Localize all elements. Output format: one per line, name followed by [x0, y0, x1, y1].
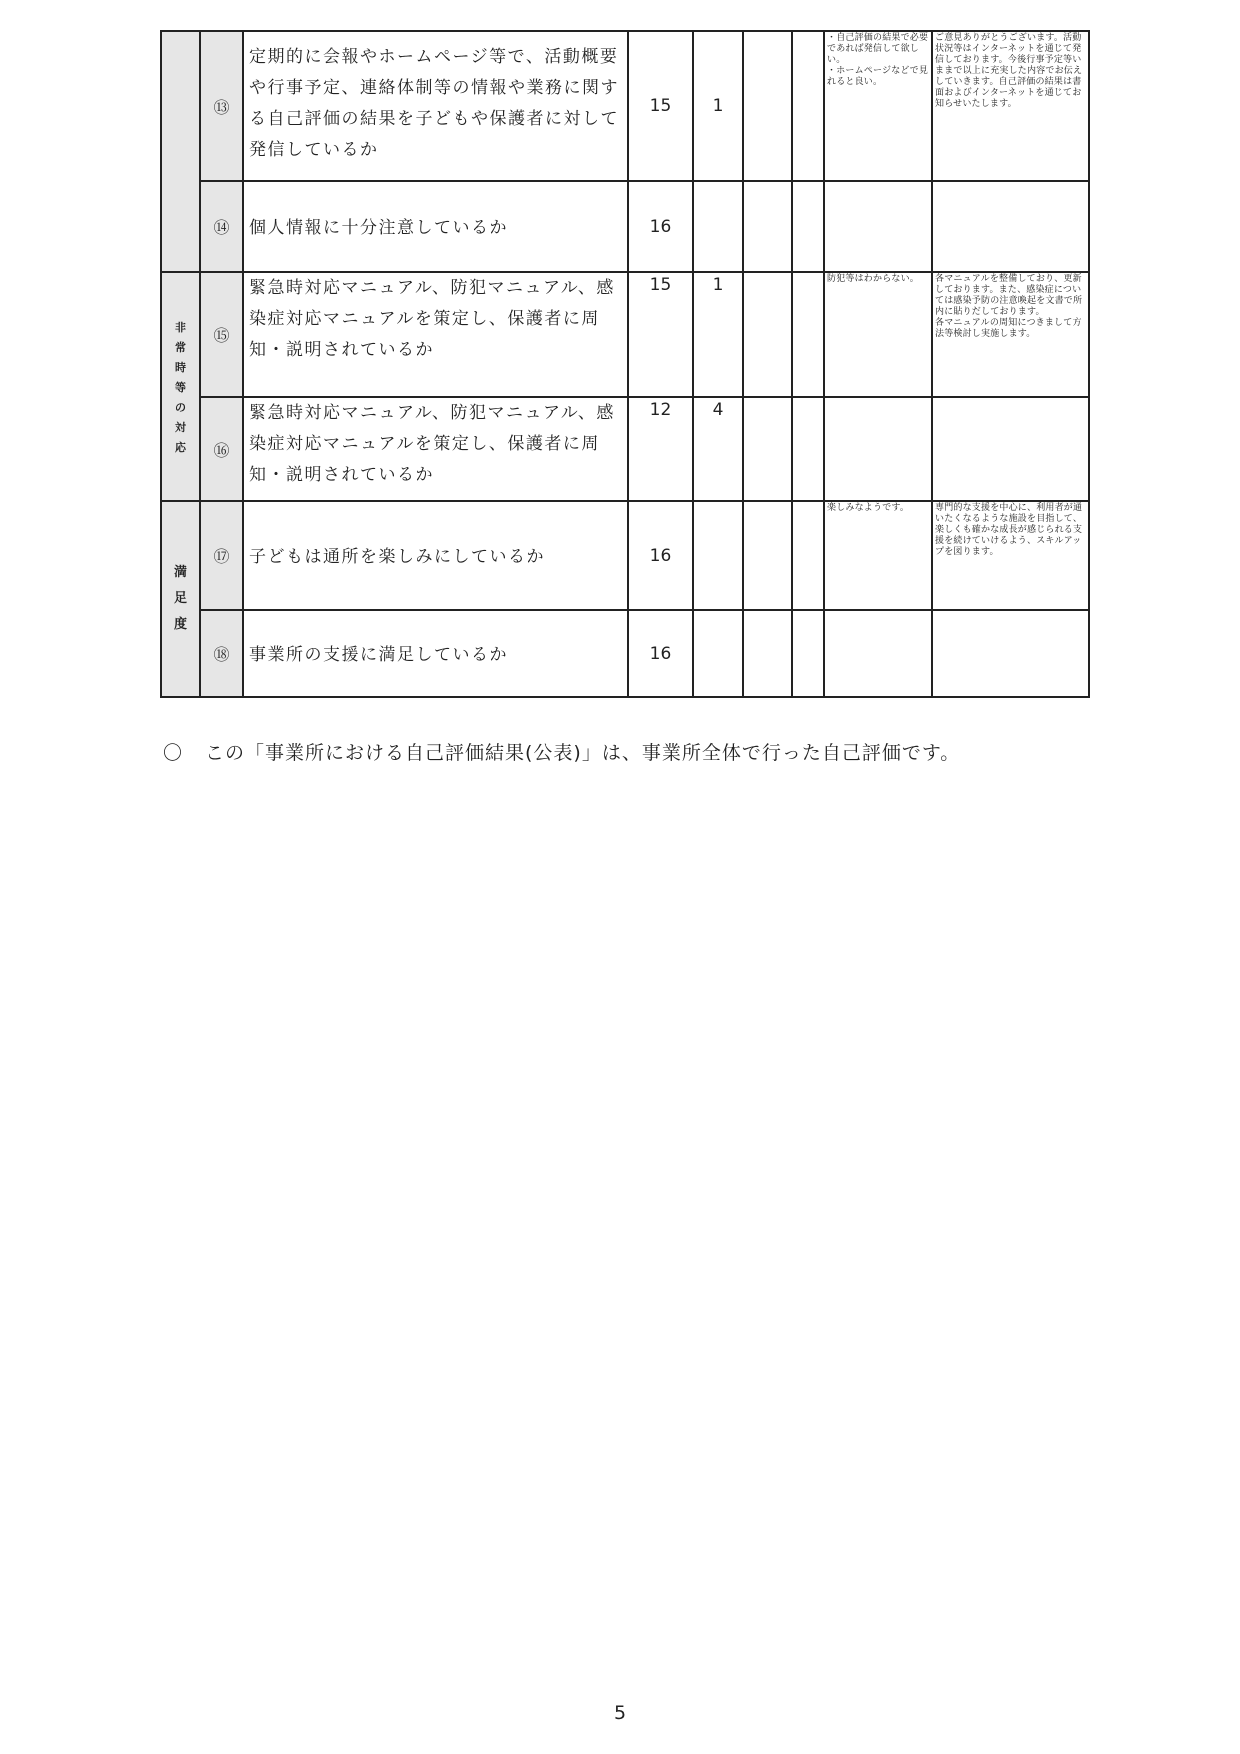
item-number: ⑯ — [200, 397, 243, 501]
footnote-text: この「事業所における自己評価結果(公表)」は、事業所全体で行った自己評価です。 — [205, 742, 961, 764]
question-text: 事業所の支援に満足しているか — [243, 610, 628, 697]
count-yes: 15 — [628, 272, 693, 397]
item-number: ⑮ — [200, 272, 243, 397]
count-unsure — [693, 181, 743, 272]
item-number: ⑱ — [200, 610, 243, 697]
guardian-opinion: 楽しみなようです。 — [824, 501, 932, 610]
facility-response — [932, 397, 1089, 501]
guardian-opinion — [824, 181, 932, 272]
item-number: ⑬ — [200, 31, 243, 181]
count-unsure: 4 — [693, 397, 743, 501]
count-unknown — [792, 31, 824, 181]
table-row — [161, 397, 1089, 501]
count-no — [743, 181, 792, 272]
facility-response: 各マニュアルを整備しており、更新しております。また、感染症については感染予防の注意喚起を文書で所内に貼りだしております。 各マニュアルの周知につきまして方法等検討し実施します。 — [932, 272, 1089, 397]
count-unknown — [792, 501, 824, 610]
guardian-opinion — [824, 610, 932, 697]
count-no — [743, 501, 792, 610]
item-number: ⑰ — [200, 501, 243, 610]
count-unsure — [693, 610, 743, 697]
question-text: 個人情報に十分注意しているか — [243, 181, 628, 272]
count-no — [743, 397, 792, 501]
count-yes: 12 — [628, 397, 693, 501]
count-unknown — [792, 397, 824, 501]
table-row — [161, 181, 1089, 272]
count-no — [743, 272, 792, 397]
question-text: 定期的に会報やホームページ等で、活動概要や行事予定、連絡体制等の情報や業務に関する自己評価の結果を子どもや保護者に対して発信しているか — [243, 31, 628, 181]
table-row — [161, 501, 1089, 610]
question-text: 緊急時対応マニュアル、防犯マニュアル、感染症対応マニュアルを策定し、保護者に周知・説明されているか — [243, 272, 628, 397]
table-row — [161, 272, 1089, 397]
footnote — [163, 738, 960, 765]
count-unknown — [792, 272, 824, 397]
question-text: 子どもは通所を楽しみにしているか — [243, 501, 628, 610]
category-cell-info — [161, 31, 200, 272]
count-unsure — [693, 501, 743, 610]
guardian-opinion: ・自己評価の結果で必要であれば発信して欲しい。 ・ホームページなどで見れると良い。 — [824, 31, 932, 181]
count-unknown — [792, 181, 824, 272]
table-row — [161, 610, 1089, 697]
count-unsure: 1 — [693, 272, 743, 397]
count-unknown — [792, 610, 824, 697]
category-cell-emergency — [161, 272, 200, 501]
circle-bullet-icon: 〇 — [163, 742, 184, 764]
category-label-emergency: 非 常 時 等 の 対 応 — [175, 320, 186, 454]
count-no — [743, 610, 792, 697]
count-no — [743, 31, 792, 181]
facility-response: 専門的な支援を中心に、利用者が通いたくなるような施設を目指して、楽しくも確かな成長が感じられる支援を続けていけるよう、スキルアップを図ります。 — [932, 501, 1089, 610]
guardian-opinion: 防犯等はわからない。 — [824, 272, 932, 397]
facility-response — [932, 610, 1089, 697]
category-cell-satisfaction — [161, 501, 200, 697]
item-number: ⑭ — [200, 181, 243, 272]
count-yes: 16 — [628, 610, 693, 697]
count-unsure: 1 — [693, 31, 743, 181]
evaluation-table — [160, 30, 1090, 698]
facility-response: ご意見ありがとうございます。活動状況等はインターネットを通じて発信しております。今後行事予定等いままで以上に充実した内容でお伝えしていきます。自己評価の結果は書面およびインターネットを通じてお知らせいたします。 — [932, 31, 1089, 181]
facility-response — [932, 181, 1089, 272]
guardian-opinion — [824, 397, 932, 501]
count-yes: 15 — [628, 31, 693, 181]
table-row — [161, 31, 1089, 181]
category-label-satisfaction: 満 足 度 — [173, 565, 187, 632]
count-yes: 16 — [628, 181, 693, 272]
count-yes: 16 — [628, 501, 693, 610]
page-number: 5 — [613, 1702, 627, 1724]
question-text: 緊急時対応マニュアル、防犯マニュアル、感染症対応マニュアルを策定し、保護者に周知・説明されているか — [243, 397, 628, 501]
